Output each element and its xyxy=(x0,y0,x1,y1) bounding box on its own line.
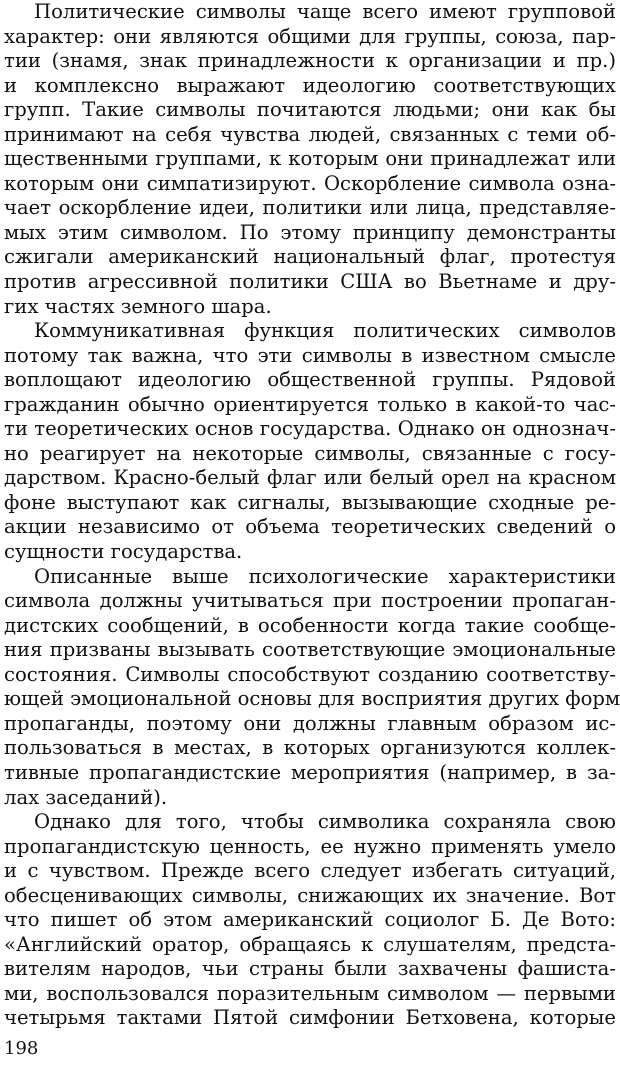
text-line: ти теоретических основ государства. Однако он однознач- xyxy=(4,417,616,441)
text-line: пропагандистскую ценность, ее нужно применять умело xyxy=(4,834,616,858)
text-line: и с чувством. Прежде всего следует избегать ситуаций, xyxy=(4,859,616,883)
text-line: лах заседаний). xyxy=(4,785,168,809)
text-line: сущности государства. xyxy=(4,540,243,564)
text-line: что пишет об этом американский социолог Б. Де Вото: xyxy=(4,908,616,932)
text-line: вителям народов, чьи страны были захвачены фашиста- xyxy=(4,957,616,981)
text-line: Однако для того, чтобы символика сохраняла свою xyxy=(34,810,616,834)
text-line: групп. Такие символы почитаются людьми; они как бы xyxy=(4,98,616,122)
body-text xyxy=(4,0,620,1031)
text-line: и комплексно выражают идеологию соответствующих xyxy=(4,73,616,97)
text-line: принимают на себя чувства людей, связанных с теми об- xyxy=(4,122,616,146)
text-line: акции независимо от объема теоретических сведений о xyxy=(4,515,616,539)
text-line: обесценивающих символы, снижающих их значение. Вот xyxy=(4,883,616,907)
text-line: но реагирует на некоторые символы, связанные с госу- xyxy=(4,441,616,465)
text-line: воплощают идеологию общественной группы. Рядовой xyxy=(4,368,616,392)
text-line: Коммуникативная функция политических символов xyxy=(34,319,616,343)
text-line: «Английский оратор, обращаясь к слушателям, предста- xyxy=(4,932,616,956)
text-line: потому так важна, что эти символы в известном смысле xyxy=(4,343,616,367)
text-line: сжигали американский национальный флаг, протестуя xyxy=(4,245,616,269)
text-line: ющей эмоциональной основы для восприятия других форм xyxy=(4,687,620,711)
text-line: пропаганды, поэтому они должны главным образом ис- xyxy=(4,711,616,735)
text-line: Политические символы чаще всего имеют групповой xyxy=(34,0,616,23)
text-line: Описанные выше психологические характеристики xyxy=(34,564,616,588)
text-line: которым они симпатизируют. Оскорбление символа озна- xyxy=(4,171,616,195)
paragraph xyxy=(4,319,616,564)
text-line: характер: они являются общими для группы, союза, пар- xyxy=(4,24,616,48)
text-line: фоне выступают как сигналы, вызывающие сходные ре- xyxy=(4,490,616,514)
text-line: дарством. Красно-белый флаг или белый орел на красном xyxy=(4,466,616,490)
text-line: гражданин обычно ориентируется только в какой-то час- xyxy=(4,392,616,416)
text-line: тивные пропагандистские мероприятия (например, в за- xyxy=(4,760,616,784)
text-line: пользоваться в местах, в которых организуются коллек- xyxy=(4,736,616,760)
text-line: щественными группами, к которым они принадлежат или xyxy=(4,147,616,171)
text-line: гих частях земного шара. xyxy=(4,294,272,318)
text-line: ния призваны вызывать соответствующие эмоциональные xyxy=(4,638,616,662)
paragraph xyxy=(4,810,616,1031)
text-line: ми, воспользовался поразительным символом — первыми xyxy=(4,981,616,1005)
paragraph xyxy=(4,0,616,319)
page-number: 198 xyxy=(4,1038,39,1059)
text-line: символа должны учитываться при построении пропаган- xyxy=(4,589,616,613)
text-line: состояния. Символы способствуют созданию соответству- xyxy=(4,662,616,686)
text-line: чает оскорбление идеи, политики или лица, представляе- xyxy=(4,196,616,220)
text-line: тии (знамя, знак принадлежности к организации и пр.) xyxy=(4,49,616,73)
text-line: четырьмя тактами Пятой симфонии Бетховена, которые xyxy=(4,1006,616,1030)
text-line: мых этим символом. По этому принципу демонстранты xyxy=(4,220,616,244)
paragraph xyxy=(4,564,620,810)
text-line: дистских сообщений, в особенности когда такие сообще- xyxy=(4,613,616,637)
text-line: против агрессивной политики США во Вьетнаме и дру- xyxy=(4,270,616,294)
